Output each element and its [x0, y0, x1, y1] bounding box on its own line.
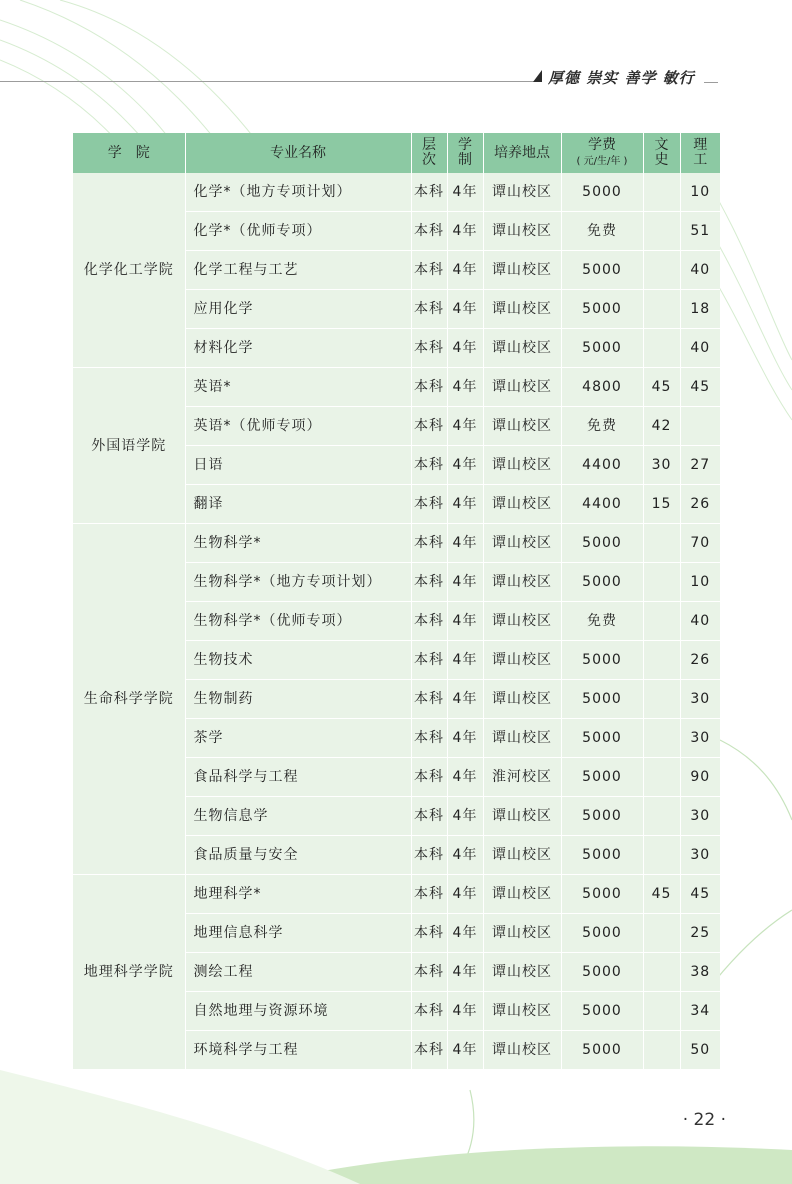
tuition-cell: 5000: [561, 758, 643, 797]
header-arts-line2: 史: [654, 152, 669, 168]
level-cell: 本科: [411, 524, 447, 563]
arts-cell: [643, 329, 680, 368]
major-cell: 生物技术: [185, 641, 411, 680]
header-level: [411, 133, 447, 173]
level-cell: 本科: [411, 680, 447, 719]
years-cell: 4年: [447, 914, 483, 953]
science-cell: 27: [680, 446, 720, 485]
header-science-line2: 工: [693, 152, 708, 168]
college-cell: 地理科学学院: [73, 875, 185, 1070]
location-cell: 谭山校区: [483, 992, 561, 1031]
arts-cell: [643, 680, 680, 719]
location-cell: 谭山校区: [483, 641, 561, 680]
table-body: [73, 173, 720, 1070]
header-level-line1: 层: [422, 137, 436, 153]
table-row: [73, 524, 720, 563]
science-cell: 90: [680, 758, 720, 797]
header-arts: [643, 133, 680, 173]
years-cell: 4年: [447, 641, 483, 680]
years-cell: 4年: [447, 290, 483, 329]
level-cell: 本科: [411, 212, 447, 251]
science-cell: 45: [680, 368, 720, 407]
years-cell: 4年: [447, 407, 483, 446]
science-cell: 50: [680, 1031, 720, 1070]
level-cell: 本科: [411, 563, 447, 602]
tuition-cell: 5000: [561, 290, 643, 329]
years-cell: 4年: [447, 875, 483, 914]
major-cell: 地理科学*: [185, 875, 411, 914]
header-years-line1: 学: [458, 137, 472, 153]
majors-table: [73, 133, 720, 1070]
major-cell: 生物科学*（地方专项计划）: [185, 563, 411, 602]
major-cell: 材料化学: [185, 329, 411, 368]
location-cell: 谭山校区: [483, 953, 561, 992]
location-cell: 谭山校区: [483, 836, 561, 875]
header-tuition-unit: ( 元/生/年 ): [576, 155, 628, 167]
level-cell: 本科: [411, 446, 447, 485]
table-header-row: [73, 133, 720, 173]
arts-cell: [643, 173, 680, 212]
major-cell: 食品科学与工程: [185, 758, 411, 797]
arts-cell: [643, 212, 680, 251]
science-cell: 40: [680, 602, 720, 641]
tuition-cell: 5000: [561, 173, 643, 212]
tuition-cell: 5000: [561, 836, 643, 875]
level-cell: 本科: [411, 1031, 447, 1070]
science-cell: 26: [680, 641, 720, 680]
location-cell: 谭山校区: [483, 875, 561, 914]
arts-cell: [643, 953, 680, 992]
header-tuition: [561, 133, 643, 173]
tuition-cell: 免费: [561, 212, 643, 251]
arts-cell: 42: [643, 407, 680, 446]
location-cell: 谭山校区: [483, 212, 561, 251]
location-cell: 谭山校区: [483, 446, 561, 485]
table-row: [73, 173, 720, 212]
arts-cell: 45: [643, 875, 680, 914]
years-cell: 4年: [447, 680, 483, 719]
location-cell: 谭山校区: [483, 797, 561, 836]
years-cell: 4年: [447, 251, 483, 290]
major-cell: 茶学: [185, 719, 411, 758]
major-cell: 英语*（优师专项）: [185, 407, 411, 446]
level-cell: 本科: [411, 719, 447, 758]
years-cell: 4年: [447, 329, 483, 368]
science-cell: 38: [680, 953, 720, 992]
tuition-cell: 5000: [561, 563, 643, 602]
header-science: [680, 133, 720, 173]
major-cell: 地理信息科学: [185, 914, 411, 953]
college-cell: 化学化工学院: [73, 173, 185, 368]
years-cell: 4年: [447, 758, 483, 797]
level-cell: 本科: [411, 914, 447, 953]
level-cell: 本科: [411, 407, 447, 446]
arts-cell: [643, 797, 680, 836]
tuition-cell: 5000: [561, 524, 643, 563]
tuition-cell: 4400: [561, 485, 643, 524]
years-cell: 4年: [447, 719, 483, 758]
location-cell: 谭山校区: [483, 1031, 561, 1070]
years-cell: 4年: [447, 836, 483, 875]
arts-cell: [643, 719, 680, 758]
years-cell: 4年: [447, 524, 483, 563]
science-cell: [680, 407, 720, 446]
major-cell: 化学*（地方专项计划）: [185, 173, 411, 212]
science-cell: 30: [680, 719, 720, 758]
level-cell: 本科: [411, 251, 447, 290]
level-cell: 本科: [411, 485, 447, 524]
major-cell: 应用化学: [185, 290, 411, 329]
science-cell: 10: [680, 563, 720, 602]
years-cell: 4年: [447, 446, 483, 485]
tuition-cell: 5000: [561, 641, 643, 680]
science-cell: 18: [680, 290, 720, 329]
table-row: [73, 368, 720, 407]
level-cell: 本科: [411, 329, 447, 368]
arts-cell: 30: [643, 446, 680, 485]
arts-cell: [643, 602, 680, 641]
header-arts-line1: 文: [654, 137, 669, 153]
level-cell: 本科: [411, 173, 447, 212]
major-cell: 环境科学与工程: [185, 1031, 411, 1070]
major-cell: 生物科学*（优师专项）: [185, 602, 411, 641]
level-cell: 本科: [411, 953, 447, 992]
tuition-cell: 5000: [561, 914, 643, 953]
years-cell: 4年: [447, 212, 483, 251]
arts-cell: [643, 251, 680, 290]
header-years: [447, 133, 483, 173]
arts-cell: [643, 290, 680, 329]
tuition-cell: 5000: [561, 797, 643, 836]
arts-cell: [643, 758, 680, 797]
years-cell: 4年: [447, 173, 483, 212]
college-cell: 生命科学学院: [73, 524, 185, 875]
level-cell: 本科: [411, 641, 447, 680]
level-cell: 本科: [411, 758, 447, 797]
motto-triangle-icon: [533, 70, 542, 82]
arts-cell: [643, 524, 680, 563]
tuition-cell: 5000: [561, 251, 643, 290]
header-tuition-label: 学费: [588, 136, 616, 153]
major-cell: 生物制药: [185, 680, 411, 719]
level-cell: 本科: [411, 992, 447, 1031]
tuition-cell: 5000: [561, 329, 643, 368]
header-major: 专业名称: [185, 133, 411, 173]
arts-cell: [643, 992, 680, 1031]
header-rule: [0, 81, 540, 82]
major-cell: 翻译: [185, 485, 411, 524]
science-cell: 40: [680, 251, 720, 290]
location-cell: 谭山校区: [483, 680, 561, 719]
level-cell: 本科: [411, 368, 447, 407]
location-cell: 谭山校区: [483, 563, 561, 602]
location-cell: 谭山校区: [483, 290, 561, 329]
arts-cell: [643, 563, 680, 602]
tuition-cell: 免费: [561, 602, 643, 641]
years-cell: 4年: [447, 953, 483, 992]
level-cell: 本科: [411, 836, 447, 875]
location-cell: 谭山校区: [483, 251, 561, 290]
school-motto: 厚德 崇实 善学 敏行: [548, 69, 695, 87]
level-cell: 本科: [411, 797, 447, 836]
tuition-cell: 5000: [561, 680, 643, 719]
years-cell: 4年: [447, 992, 483, 1031]
arts-cell: [643, 914, 680, 953]
location-cell: 谭山校区: [483, 914, 561, 953]
major-cell: 日语: [185, 446, 411, 485]
location-cell: 谭山校区: [483, 368, 561, 407]
science-cell: 51: [680, 212, 720, 251]
tuition-cell: 5000: [561, 992, 643, 1031]
tuition-cell: 5000: [561, 1031, 643, 1070]
header-level-line2: 次: [422, 152, 436, 168]
science-cell: 10: [680, 173, 720, 212]
major-cell: 自然地理与资源环境: [185, 992, 411, 1031]
tuition-cell: 5000: [561, 953, 643, 992]
college-cell: 外国语学院: [73, 368, 185, 524]
science-cell: 25: [680, 914, 720, 953]
major-cell: 化学*（优师专项）: [185, 212, 411, 251]
years-cell: 4年: [447, 563, 483, 602]
science-cell: 40: [680, 329, 720, 368]
years-cell: 4年: [447, 602, 483, 641]
location-cell: 谭山校区: [483, 602, 561, 641]
arts-cell: 15: [643, 485, 680, 524]
science-cell: 26: [680, 485, 720, 524]
arts-cell: [643, 1031, 680, 1070]
location-cell: 谭山校区: [483, 485, 561, 524]
years-cell: 4年: [447, 797, 483, 836]
header-science-line1: 理: [693, 137, 708, 153]
level-cell: 本科: [411, 290, 447, 329]
tuition-cell: 免费: [561, 407, 643, 446]
science-cell: 34: [680, 992, 720, 1031]
years-cell: 4年: [447, 1031, 483, 1070]
header-years-line2: 制: [458, 152, 472, 168]
major-cell: 测绘工程: [185, 953, 411, 992]
motto-rule: [704, 82, 718, 83]
page-number: · 22 ·: [682, 1110, 726, 1130]
science-cell: 45: [680, 875, 720, 914]
major-cell: 生物科学*: [185, 524, 411, 563]
header-college: 学 院: [73, 133, 185, 173]
location-cell: 谭山校区: [483, 524, 561, 563]
tuition-cell: 5000: [561, 875, 643, 914]
major-cell: 英语*: [185, 368, 411, 407]
arts-cell: 45: [643, 368, 680, 407]
tuition-cell: 5000: [561, 719, 643, 758]
tuition-cell: 4400: [561, 446, 643, 485]
major-cell: 化学工程与工艺: [185, 251, 411, 290]
level-cell: 本科: [411, 875, 447, 914]
table-row: [73, 875, 720, 914]
arts-cell: [643, 641, 680, 680]
tuition-cell: 4800: [561, 368, 643, 407]
years-cell: 4年: [447, 485, 483, 524]
location-cell: 谭山校区: [483, 407, 561, 446]
major-cell: 生物信息学: [185, 797, 411, 836]
location-cell: 谭山校区: [483, 173, 561, 212]
location-cell: 淮河校区: [483, 758, 561, 797]
header-location: 培养地点: [483, 133, 561, 173]
arts-cell: [643, 836, 680, 875]
science-cell: 30: [680, 836, 720, 875]
science-cell: 70: [680, 524, 720, 563]
science-cell: 30: [680, 680, 720, 719]
location-cell: 谭山校区: [483, 329, 561, 368]
level-cell: 本科: [411, 602, 447, 641]
location-cell: 谭山校区: [483, 719, 561, 758]
major-cell: 食品质量与安全: [185, 836, 411, 875]
science-cell: 30: [680, 797, 720, 836]
years-cell: 4年: [447, 368, 483, 407]
